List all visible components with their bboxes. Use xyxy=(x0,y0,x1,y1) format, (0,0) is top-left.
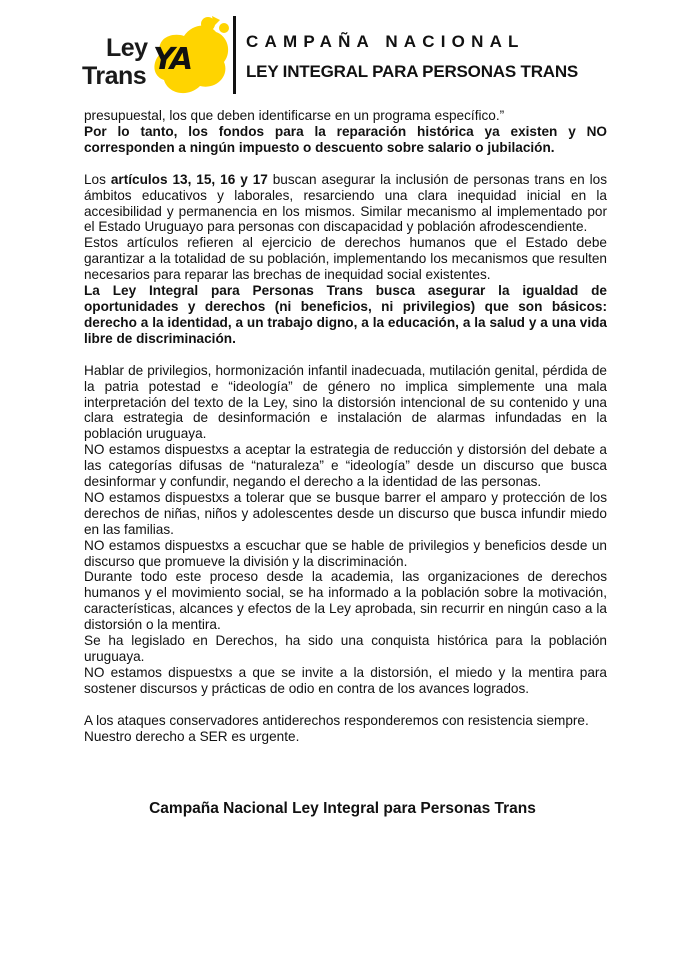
document-header xyxy=(0,0,685,110)
paragraph-process: Durante todo este proceso desde la academia, las organizaciones de derechos humanos y el movimiento social, se ha informado a la población sobre la motivación, características, alcances y efectos de la Ley aprobada, sin recurrir en ningún caso a la distorsión o la mentira. xyxy=(84,569,607,633)
logo-ya-badge xyxy=(150,14,232,100)
paragraph-urgent: Nuestro derecho a SER es urgente. xyxy=(84,728,300,744)
logo-word-trans: Trans xyxy=(82,62,147,90)
paragraph-law-purpose-bold: La Ley Integral para Personas Trans busca asegurar la igualdad de oportunidades y derechos (ni beneficios, ni privilegios) que son básicos: derecho a la identidad, a un trabajo digno, a la educación, a la salud y a una vida libre de discriminación. xyxy=(84,283,607,346)
header-divider xyxy=(233,16,236,94)
paragraph-funds-bold: Por lo tanto, los fondos para la reparación histórica ya existen y NO corresponden a ningún impuesto o descuento sobre salario o jubilación. xyxy=(84,123,607,155)
paragraph-budget: presupuestal, los que deben identificarse en un programa específico.” xyxy=(84,108,505,123)
signature: Campaña Nacional Ley Integral para Personas Trans xyxy=(149,800,536,817)
paragraph-resistance: A los ataques conservadores antiderechos responderemos con resistencia siempre. xyxy=(84,712,589,728)
logo-ya-text: YA xyxy=(153,42,192,77)
paragraph-no-invite: NO estamos dispuestxs a que se invite a la distorsión, el miedo y la mentira para sostener discursos y prácticas de odio en contra de los avances logrados. xyxy=(84,664,607,696)
campaign-subtitle: LEY INTEGRAL PARA PERSONAS TRANS xyxy=(246,62,579,81)
spacer xyxy=(84,697,607,713)
paragraph-no-listen: NO estamos dispuestxs a escuchar que se hable de privilegios y beneficios desde un discurso que promueve la división y la discriminación. xyxy=(84,537,607,569)
spacer xyxy=(84,156,607,172)
campaign-title: CAMPAÑA NACIONAL xyxy=(246,32,525,51)
paragraph-privileges: Hablar de privilegios, hormonización infantil inadecuada, mutilación genital, pérdida de la patria potestad e “ideología” de género no implica simplemente una mala interpretación del texto de la Ley, sino la distorsión intencional de su contenido y una clara estrategia de desinformación e instalación de alarmas infundadas en la población uruguaya. xyxy=(84,362,607,442)
spacer xyxy=(84,347,607,363)
paragraph-articles xyxy=(84,172,607,236)
paragraph-no-tolerate: NO estamos dispuestxs a tolerar que se busque barrer el amparo y protección de los derechos de niñas, niños y adolescentes desde un discurso que busca infundir miedo en las familias. xyxy=(84,489,607,537)
articles-intro: Los xyxy=(84,171,111,187)
paragraph-legislated: Se ha legislado en Derechos, ha sido una conquista histórica para la población uruguaya. xyxy=(84,633,607,664)
paragraph-no-accept: NO estamos dispuestxs a aceptar la estrategia de reducción y distorsión del debate a las categorías difusas de “naturaleza” e “ideología” desde un discurso que busca desinformar y confundir, negando el derecho a la identidad de las personas. xyxy=(84,442,607,490)
document-body xyxy=(84,108,607,745)
ley-trans-ya-logo xyxy=(82,14,242,100)
articles-list-bold: artículos 13, 15, 16 y 17 xyxy=(110,171,268,187)
logo-word-ley: Ley xyxy=(106,34,148,62)
articles-description: buscan asegurar la inclusión de personas trans en los ámbitos educativos y laborales, resarciendo una clara inequidad inicial en la accesibilidad y permanencia en los mismos. Similar mecanismo al implementado por el Estado Uruguayo para personas con discapacidad y población afrodescendiente. xyxy=(84,171,607,235)
paragraph-human-rights: Estos artículos refieren al ejercicio de derechos humanos que el Estado debe garantizar a la totalidad de su población, implementando los mecanismos que resulten necesarios para reparar las brechas de inequidad social existentes. xyxy=(84,235,607,283)
